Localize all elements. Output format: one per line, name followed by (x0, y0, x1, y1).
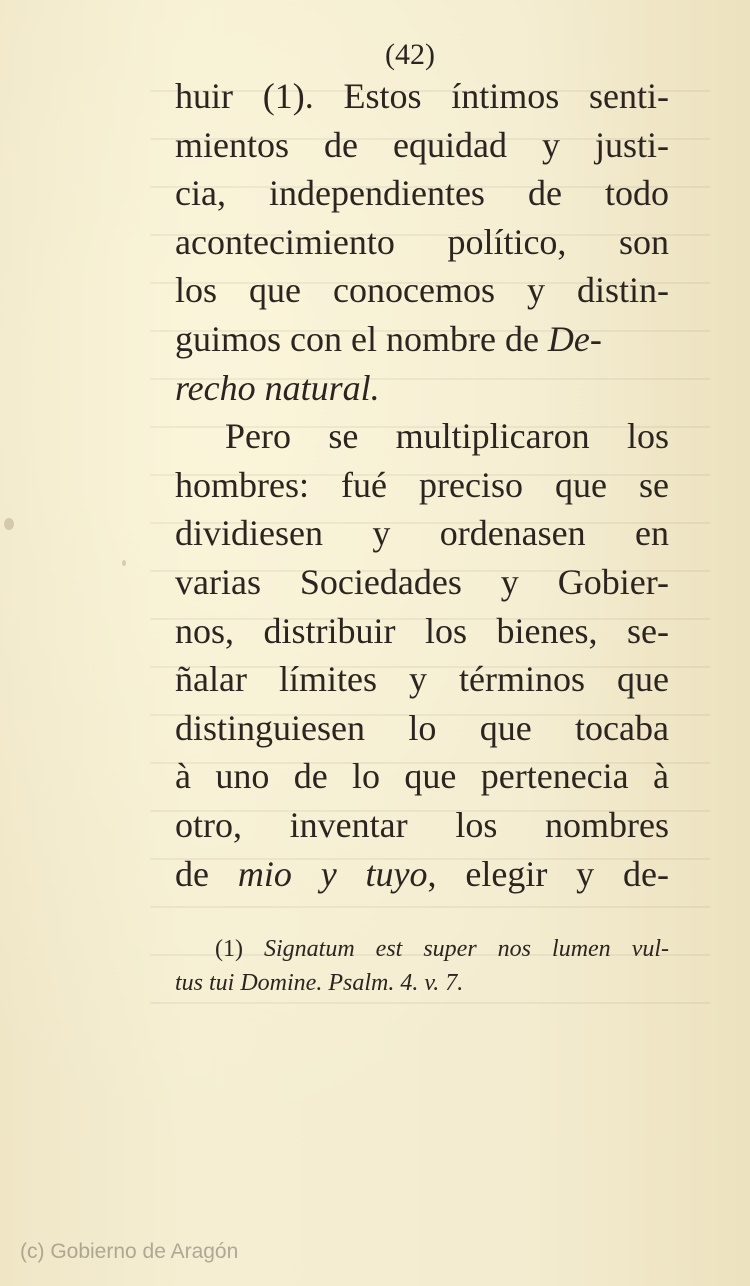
paragraph-2 (175, 412, 669, 898)
text-line: distinguiesen lo que tocaba (175, 707, 669, 748)
text-line: hombres: fué preciso que se (175, 464, 669, 505)
footnote-line: tus tui Domine. Psalm. 4. v. 7. (175, 970, 464, 997)
text-line-part: , elegir y de- (427, 853, 669, 894)
text-line: cia, independientes de todo (175, 173, 669, 214)
footnote-line (175, 932, 669, 966)
text-line: dividiesen y ordenasen en (175, 513, 669, 554)
footnote-spacer (175, 898, 669, 932)
text-line: ñalar límites y términos que (175, 659, 669, 700)
text-line: nos, distribuir los bienes, se- (175, 610, 669, 651)
italic-term: mio y tuyo (237, 853, 428, 894)
copyright-watermark: (c) Gobierno de Aragón (20, 1240, 239, 1263)
text-line-part: de (175, 853, 238, 894)
footnote-text: Signatum est super nos lumen vul- (264, 936, 670, 963)
text-line: acontecimiento político, son (175, 221, 669, 262)
text-line: otro, inventar los nombres (175, 804, 669, 845)
body-text (175, 72, 669, 1000)
italic-term: recho natural. (175, 367, 380, 408)
italic-term: De- (547, 318, 602, 359)
text-line: mientos de equidad y justi- (175, 124, 669, 165)
text-line (175, 315, 669, 364)
text-line: Pero se multiplicaron los (225, 416, 669, 457)
footnote-marker: (1) (215, 936, 243, 963)
text-line: huir (1). Estos íntimos senti- (175, 76, 669, 116)
paragraph-1 (175, 72, 669, 412)
text-line: varias Sociedades y Gobier- (175, 561, 669, 602)
text-line: à uno de lo que pertenecia à (175, 756, 669, 797)
footnote (175, 932, 669, 1000)
page-number: (42) (385, 38, 435, 71)
text-line (175, 850, 669, 899)
paper-stain (4, 518, 14, 530)
paper-speck (122, 560, 126, 566)
text-line: los que conocemos y distin- (175, 270, 669, 311)
text-line (175, 364, 669, 413)
text-line-part: guimos con el nombre de (175, 318, 548, 359)
